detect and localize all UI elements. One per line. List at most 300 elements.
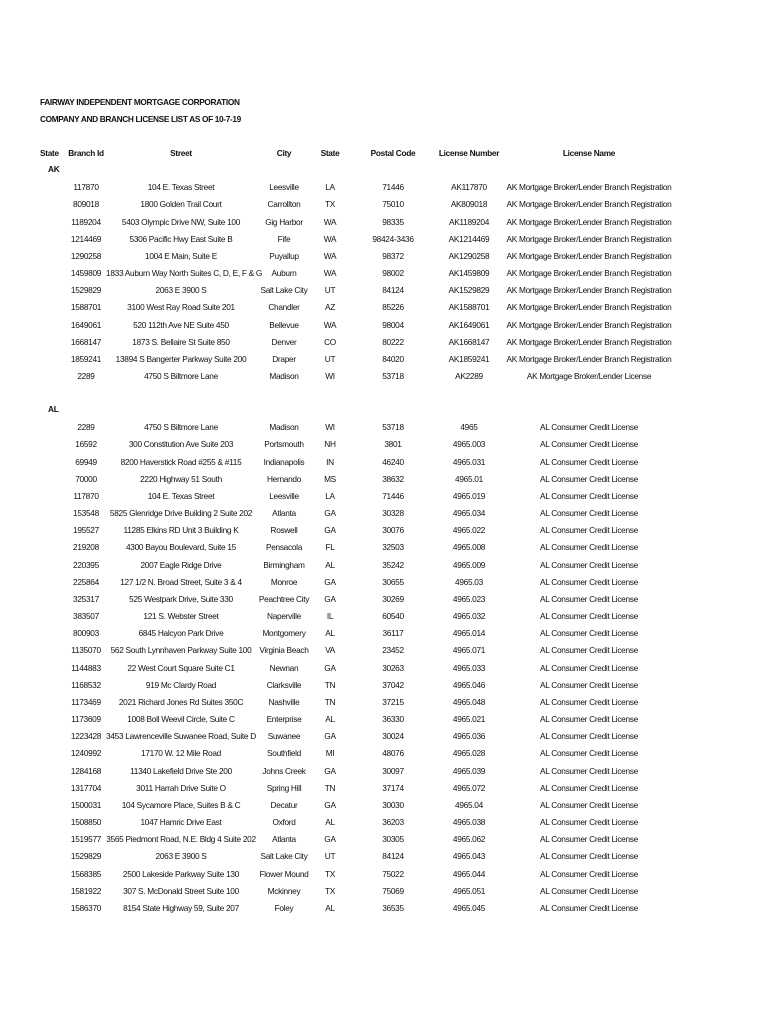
license-number-cell: 4965.019 (452, 490, 486, 501)
state-cell: WA (323, 216, 337, 227)
city-cell: Enterprise (266, 714, 302, 725)
table-row (0, 593, 770, 610)
street-cell: 5306 Pacific Hwy East Suite B (129, 233, 233, 244)
state-cell: GA (324, 593, 336, 604)
postal-code-cell: 30076 (382, 525, 404, 536)
license-name-cell: AK Mortgage Broker/Lender Branch Registration (506, 233, 672, 244)
branch-id-cell: 383507 (73, 611, 99, 622)
state-cell: GA (324, 525, 336, 536)
license-name-cell: AL Consumer Credit License (540, 473, 638, 484)
city-cell: Puyallup (269, 250, 299, 261)
license-number-cell: AK1189204 (448, 216, 490, 227)
table-row (0, 713, 770, 730)
street-cell: 1008 Boll Weevil Circle, Suite C (127, 714, 235, 725)
state-cell: GA (324, 508, 336, 519)
branch-id-cell: 1649061 (70, 319, 102, 330)
license-number-cell: 4965.03 (455, 576, 483, 587)
license-name-cell: AL Consumer Credit License (540, 782, 638, 793)
street-cell: 104 E. Texas Street (147, 182, 215, 193)
postal-code-cell: 37215 (382, 696, 404, 707)
city-cell: Indianapolis (263, 456, 305, 467)
street-cell: 104 Sycamore Place, Suites B & C (121, 799, 241, 810)
city-cell: Foley (274, 902, 294, 913)
street-cell: 22 West Court Square Suite C1 (127, 662, 235, 673)
table-row (0, 850, 770, 867)
table-row (0, 438, 770, 455)
state-cell: GA (324, 731, 336, 742)
city-cell: Mckinney (267, 885, 301, 896)
section-state-label: AL (48, 404, 59, 414)
license-number-cell: AK809018 (450, 199, 488, 210)
postal-code-cell: 30097 (382, 765, 404, 776)
postal-code-cell: 38632 (382, 473, 404, 484)
street-cell: 1800 Golden Trail Court (140, 199, 222, 210)
table-row (0, 816, 770, 833)
city-cell: Naperville (267, 611, 301, 622)
street-cell: 307 S. McDonald Street Suite 100 (123, 885, 239, 896)
city-cell: Nashville (268, 696, 300, 707)
postal-code-cell: 35242 (382, 559, 404, 570)
city-cell: Hernando (266, 473, 302, 484)
state-cell: TN (324, 782, 336, 793)
postal-code-cell: 48076 (382, 748, 404, 759)
city-cell: Atlanta (272, 508, 296, 519)
table-row (0, 198, 770, 215)
license-number-cell: AK1214469 (448, 233, 490, 244)
state-cell: WA (323, 319, 337, 330)
postal-code-cell: 71446 (382, 490, 404, 501)
city-cell: Montgomery (262, 628, 306, 639)
state-cell: IL (326, 611, 334, 622)
city-cell: Spring Hill (266, 782, 302, 793)
postal-code-cell: 98004 (382, 319, 404, 330)
table-row (0, 662, 770, 679)
state-cell: LA (325, 182, 335, 193)
license-name-cell: AK Mortgage Broker/Lender License (526, 371, 652, 382)
branch-id-cell: 1144883 (71, 662, 101, 673)
postal-code-cell: 53718 (382, 422, 404, 433)
branch-id-cell: 220395 (73, 559, 99, 570)
license-number-cell: 4965.008 (452, 542, 486, 553)
table-row (0, 576, 770, 593)
license-name-cell: AL Consumer Credit License (540, 439, 638, 450)
city-cell: Southfield (267, 748, 301, 759)
state-cell: MS (324, 473, 336, 484)
section-state-label: AK (48, 164, 60, 174)
state-cell: CO (324, 336, 336, 347)
state-cell: UT (324, 851, 336, 862)
state-cell: WI (325, 371, 335, 382)
city-cell: Madison (269, 371, 299, 382)
postal-code-cell: 30655 (382, 576, 404, 587)
header-license-name: License Name (562, 148, 616, 158)
state-cell: GA (324, 765, 336, 776)
street-cell: 8200 Haverstick Road #255 & #115 (120, 456, 242, 467)
table-row (0, 507, 770, 524)
license-name-cell: AK Mortgage Broker/Lender Branch Registration (506, 353, 672, 364)
license-number-cell: AK1290258 (448, 250, 490, 261)
license-number-cell: 4965.009 (452, 559, 486, 570)
postal-code-cell: 30305 (382, 834, 404, 845)
city-cell: Roswell (270, 525, 298, 536)
branch-id-cell: 1568385 (70, 868, 102, 879)
street-cell: 562 South Lynnhaven Parkway Suite 100 (110, 645, 252, 656)
table-row (0, 559, 770, 576)
header-branch-id: Branch Id (68, 148, 104, 158)
branch-id-cell: 1290258 (70, 250, 102, 261)
branch-id-cell: 1189204 (71, 216, 101, 227)
state-cell: TX (324, 868, 335, 879)
license-name-cell: AK Mortgage Broker/Lender Branch Registration (506, 336, 672, 347)
license-number-cell: 4965 (460, 422, 478, 433)
postal-code-cell: 80222 (382, 336, 404, 347)
postal-code-cell: 36117 (382, 628, 404, 639)
header-license-number: License Number (438, 148, 500, 158)
city-cell: Suwanee (267, 731, 301, 742)
city-cell: Gig Harbor (265, 216, 303, 227)
header-state-2: State (320, 148, 340, 158)
state-cell: GA (324, 662, 336, 673)
street-cell: 4750 S Biltmore Lane (144, 371, 218, 382)
postal-code-cell: 37042 (382, 679, 404, 690)
street-cell: 104 E. Texas Street (147, 490, 215, 501)
street-cell: 8154 State Highway 59, Suite 207 (123, 902, 239, 913)
table-row (0, 902, 770, 919)
license-number-cell: AK117870 (451, 182, 487, 193)
license-number-cell: 4965.048 (452, 696, 486, 707)
license-number-cell: 4965.033 (452, 662, 486, 673)
city-cell: Salt Lake City (260, 851, 308, 862)
street-cell: 520 112th Ave NE Suite 450 (133, 319, 229, 330)
state-cell: AL (325, 714, 335, 725)
branch-id-cell: 1500031 (70, 799, 102, 810)
street-cell: 121 S. Webster Street (143, 611, 219, 622)
license-name-cell: AL Consumer Credit License (540, 679, 638, 690)
city-cell: Salt Lake City (260, 285, 308, 296)
postal-code-cell: 98424-3436 (372, 233, 414, 244)
branch-id-cell: 325317 (73, 593, 99, 604)
license-name-cell: AK Mortgage Broker/Lender Branch Registration (506, 182, 672, 193)
branch-id-cell: 1529829 (70, 851, 102, 862)
branch-id-cell: 225864 (73, 576, 99, 587)
table-row (0, 610, 770, 627)
city-cell: Chandler (268, 302, 300, 313)
city-cell: Pensacola (265, 542, 303, 553)
city-cell: Leesville (269, 182, 299, 193)
license-number-cell: 4965.045 (452, 902, 486, 913)
state-cell: AZ (324, 302, 335, 313)
license-name-cell: AL Consumer Credit License (540, 851, 638, 862)
postal-code-cell: 75069 (382, 885, 404, 896)
license-name-cell: AL Consumer Credit License (540, 885, 638, 896)
license-name-cell: AK Mortgage Broker/Lender Branch Registration (506, 302, 672, 313)
branch-id-cell: 809018 (73, 199, 99, 210)
state-cell: UT (324, 353, 336, 364)
street-cell: 3453 Lawrenceville Suwanee Road, Suite D (106, 731, 256, 742)
branch-id-cell: 1588701 (70, 302, 102, 313)
street-cell: 11340 Lakefield Drive Ste 200 (130, 765, 232, 776)
state-cell: NH (324, 439, 336, 450)
license-name-cell: AL Consumer Credit License (540, 542, 638, 553)
postal-code-cell: 85226 (382, 302, 404, 313)
city-cell: Atlanta (272, 834, 296, 845)
branch-id-cell: 1173469 (71, 696, 101, 707)
license-number-cell: 4965.021 (452, 714, 486, 725)
license-number-cell: AK1588701 (448, 302, 490, 313)
city-cell: Bellevue (269, 319, 299, 330)
license-number-cell: 4965.034 (452, 508, 486, 519)
license-name-cell: AL Consumer Credit License (540, 422, 638, 433)
branch-id-cell: 1168532 (71, 679, 101, 690)
license-number-cell: 4965.043 (452, 851, 486, 862)
street-cell: 6845 Halcyon Park Drive (138, 628, 224, 639)
state-cell: AL (325, 902, 335, 913)
state-cell: WA (323, 250, 337, 261)
city-cell: Auburn (271, 268, 297, 279)
city-cell: Monroe (270, 576, 298, 587)
table-row (0, 370, 770, 387)
license-number-cell: AK1668147 (448, 336, 490, 347)
license-number-cell: 4965.01 (455, 473, 483, 484)
license-number-cell: 4965.003 (452, 439, 486, 450)
state-cell: VA (325, 645, 335, 656)
street-cell: 1873 S. Bellaire St Suite 850 (132, 336, 230, 347)
table-row (0, 473, 770, 490)
street-cell: 2021 Richard Jones Rd Suites 350C (118, 696, 244, 707)
state-cell: WA (323, 268, 337, 279)
branch-id-cell: 1529829 (70, 285, 102, 296)
street-cell: 2500 Lakeside Parkway Suite 130 (122, 868, 240, 879)
license-name-cell: AK Mortgage Broker/Lender Branch Registration (506, 199, 672, 210)
branch-id-cell: 70000 (75, 473, 97, 484)
state-cell: LA (325, 490, 335, 501)
city-cell: Draper (272, 353, 296, 364)
street-cell: 3100 West Ray Road Suite 201 (127, 302, 235, 313)
postal-code-cell: 32503 (382, 542, 404, 553)
license-number-cell: AK2289 (455, 371, 483, 382)
license-name-cell: AL Consumer Credit License (540, 490, 638, 501)
license-name-cell: AL Consumer Credit License (540, 799, 638, 810)
postal-code-cell: 60540 (382, 611, 404, 622)
table-row (0, 181, 770, 198)
license-number-cell: 4965.046 (452, 679, 486, 690)
license-number-cell: 4965.051 (452, 885, 486, 896)
postal-code-cell: 36535 (382, 902, 404, 913)
table-row (0, 301, 770, 318)
street-cell: 2063 E 3900 S (155, 285, 207, 296)
license-number-cell: 4965.028 (452, 748, 486, 759)
street-cell: 3565 Piedmont Road, N.E. Bldg 4 Suite 202 (106, 834, 256, 845)
postal-code-cell: 3801 (384, 439, 402, 450)
state-cell: IN (326, 456, 334, 467)
license-name-cell: AL Consumer Credit License (540, 748, 638, 759)
state-cell: TN (324, 679, 336, 690)
city-cell: Denver (271, 336, 297, 347)
branch-id-cell: 1668147 (70, 336, 102, 347)
header-city: City (276, 148, 292, 158)
license-number-cell: 4965.036 (452, 731, 486, 742)
postal-code-cell: 30030 (382, 799, 404, 810)
street-cell: 11285 Elkins RD Unit 3 Building K (123, 525, 239, 536)
street-cell: 127 1/2 N. Broad Street, Suite 3 & 4 (120, 576, 242, 587)
branch-id-cell: 16592 (75, 439, 97, 450)
postal-code-cell: 30263 (382, 662, 404, 673)
table-row (0, 490, 770, 507)
postal-code-cell: 23452 (382, 645, 404, 656)
postal-code-cell: 98335 (382, 216, 404, 227)
license-name-cell: AL Consumer Credit License (540, 834, 638, 845)
license-name-cell: AL Consumer Credit License (540, 731, 638, 742)
table-row (0, 747, 770, 764)
license-name-cell: AL Consumer Credit License (540, 817, 638, 828)
postal-code-cell: 71446 (382, 182, 404, 193)
state-cell: WA (323, 233, 337, 244)
table-row (0, 233, 770, 250)
street-cell: 1833 Auburn Way North Suites C, D, E, F & G (106, 268, 263, 279)
header-street: Street (170, 148, 192, 158)
branch-id-cell: 1519577 (70, 834, 102, 845)
license-number-cell: 4965.032 (452, 611, 486, 622)
license-name-cell: AL Consumer Credit License (540, 765, 638, 776)
license-number-cell: 4965.044 (452, 868, 486, 879)
city-cell: Flower Mound (259, 868, 309, 879)
postal-code-cell: 36330 (382, 714, 404, 725)
city-cell: Madison (269, 422, 299, 433)
license-name-cell: AL Consumer Credit License (540, 696, 638, 707)
postal-code-cell: 46240 (382, 456, 404, 467)
postal-code-cell: 30269 (382, 593, 404, 604)
table-row (0, 319, 770, 336)
branch-id-cell: 1284168 (70, 765, 102, 776)
branch-id-cell: 1586370 (70, 902, 102, 913)
table-row (0, 730, 770, 747)
branch-id-cell: 1317704 (70, 782, 102, 793)
license-number-cell: 4965.031 (452, 456, 486, 467)
table-row (0, 627, 770, 644)
branch-id-cell: 219208 (73, 542, 99, 553)
table-row (0, 524, 770, 541)
table-row (0, 799, 770, 816)
branch-id-cell: 800903 (73, 628, 99, 639)
license-number-cell: AK1529829 (448, 285, 490, 296)
postal-code-cell: 84020 (382, 353, 404, 364)
postal-code-cell: 75022 (382, 868, 404, 879)
postal-code-cell: 53718 (382, 371, 404, 382)
city-cell: Decatur (270, 799, 298, 810)
license-number-cell: AK1649061 (448, 319, 490, 330)
table-row (0, 267, 770, 284)
city-cell: Oxford (272, 817, 296, 828)
branch-id-cell: 1223428 (70, 731, 102, 742)
branch-id-cell: 2289 (77, 371, 95, 382)
state-cell: TX (324, 199, 335, 210)
street-cell: 300 Constitution Ave Suite 203 (128, 439, 234, 450)
street-cell: 525 Westpark Drive, Suite 330 (129, 593, 233, 604)
license-number-cell: 4965.071 (452, 645, 486, 656)
license-name-cell: AL Consumer Credit License (540, 593, 638, 604)
state-cell: AL (325, 817, 335, 828)
city-cell: Clarksville (266, 679, 302, 690)
street-cell: 17170 W. 12 Mile Road (141, 748, 221, 759)
state-cell: GA (324, 799, 336, 810)
postal-code-cell: 84124 (382, 285, 404, 296)
license-name-cell: AK Mortgage Broker/Lender Branch Registration (506, 250, 672, 261)
license-name-cell: AL Consumer Credit License (540, 628, 638, 639)
table-row (0, 885, 770, 902)
postal-code-cell: 98372 (382, 250, 404, 261)
license-name-cell: AL Consumer Credit License (540, 525, 638, 536)
header-postal-code: Postal Code (370, 148, 416, 158)
postal-code-cell: 30024 (382, 731, 404, 742)
license-number-cell: 4965.023 (452, 593, 486, 604)
city-cell: Peachtree City (258, 593, 310, 604)
state-cell: UT (324, 285, 336, 296)
street-cell: 4750 S Biltmore Lane (144, 422, 218, 433)
street-cell: 4300 Bayou Boulevard, Suite 15 (125, 542, 236, 553)
document-subtitle: COMPANY AND BRANCH LICENSE LIST AS OF 10-7-19 (40, 114, 241, 124)
license-number-cell: 4965.062 (452, 834, 486, 845)
table-row (0, 250, 770, 267)
table-row (0, 284, 770, 301)
document-title: FAIRWAY INDEPENDENT MORTGAGE CORPORATION (40, 97, 240, 107)
city-cell: Birmingham (263, 559, 305, 570)
branch-id-cell: 1508850 (70, 817, 102, 828)
city-cell: Fife (277, 233, 291, 244)
license-name-cell: AK Mortgage Broker/Lender Branch Registration (506, 319, 672, 330)
branch-id-cell: 1135070 (71, 645, 101, 656)
license-name-cell: AK Mortgage Broker/Lender Branch Registration (506, 268, 672, 279)
license-name-cell: AL Consumer Credit License (540, 576, 638, 587)
license-number-cell: 4965.072 (452, 782, 486, 793)
branch-id-cell: 1459809 (70, 268, 102, 279)
state-cell: AL (325, 628, 335, 639)
postal-code-cell: 75010 (382, 199, 404, 210)
table-row (0, 868, 770, 885)
table-row (0, 765, 770, 782)
table-row (0, 541, 770, 558)
license-number-cell: 4965.038 (452, 817, 486, 828)
street-cell: 2220 Highway 51 South (140, 473, 222, 484)
license-number-cell: 4965.039 (452, 765, 486, 776)
license-number-cell: 4965.022 (452, 525, 486, 536)
postal-code-cell: 98002 (382, 268, 404, 279)
street-cell: 919 Mc Clardy Road (145, 679, 217, 690)
branch-id-cell: 2289 (77, 422, 95, 433)
city-cell: Johns Creek (262, 765, 306, 776)
license-name-cell: AL Consumer Credit License (540, 868, 638, 879)
license-name-cell: AL Consumer Credit License (540, 714, 638, 725)
branch-id-cell: 69949 (75, 456, 97, 467)
license-number-cell: AK1459809 (448, 268, 490, 279)
branch-id-cell: 1581922 (70, 885, 102, 896)
header-state: State (40, 148, 59, 158)
license-name-cell: AL Consumer Credit License (540, 662, 638, 673)
table-row (0, 456, 770, 473)
table-row (0, 833, 770, 850)
street-cell: 2007 Eagle Ridge Drive (140, 559, 222, 570)
postal-code-cell: 36203 (382, 817, 404, 828)
branch-id-cell: 117870 (73, 490, 99, 501)
state-cell: TN (324, 696, 336, 707)
state-cell: WI (325, 422, 335, 433)
state-cell: AL (325, 559, 335, 570)
branch-id-cell: 1859241 (70, 353, 102, 364)
branch-id-cell: 1214469 (70, 233, 102, 244)
table-row (0, 353, 770, 370)
branch-id-cell: 1173609 (71, 714, 101, 725)
table-row (0, 679, 770, 696)
table-row (0, 336, 770, 353)
